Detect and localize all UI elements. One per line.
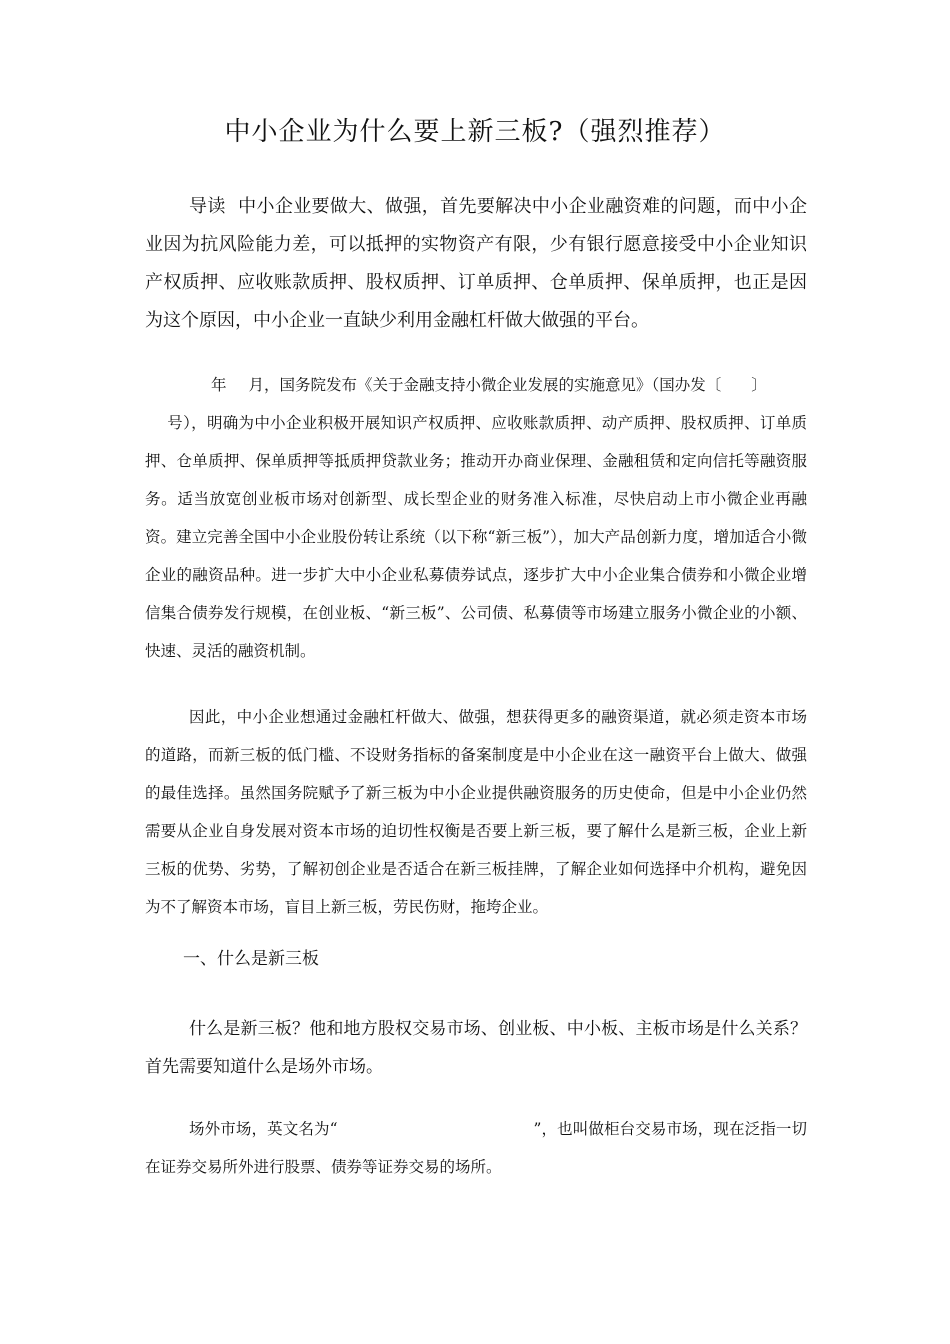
otc-paragraph (145, 1110, 807, 1186)
policy-bracket-close: 〕 (751, 376, 767, 394)
policy-year-prefix: 年 (211, 376, 227, 394)
what-is-paragraph: 什么是新三板？他和地方股权交易市场、创业板、中小板、主板市场是什么关系？首先需要知道什么是场外市场。 (145, 1019, 807, 1077)
section-heading: 一、什么是新三板 (183, 949, 319, 969)
intro-lead-label: 导读 (189, 196, 226, 217)
intro-text: 中小企业要做大、做强，首先要解决中小企业融资难的问题，而中小企业因为抗风险能力差，可以抵押的实物资产有限，少有银行愿意接受中小企业知识产权质押、应收账款质押、股权质押、订单质押、仓单质押、保单质押，也正是因为这个原因，中小企业一直缺少利用金融杠杆做大做强的平台。 (145, 196, 808, 331)
intro-paragraph (145, 188, 807, 340)
policy-month-text: 月，国务院发布《关于金融支持小微企业发展的实施意见》（国办发〔 (248, 376, 722, 394)
policy-text: 号），明确为中小企业积极开展知识产权质押、应收账款质押、动产质押、股权质押、订单质押、仓单质押、保单质押等抵质押贷款业务；推动开办商业保理、金融租赁和定向信托等融资服务。适当放宽创业板市场对创新型、成长型企业的财务准入标准，尽快启动上市小微企业再融资。建立完善全国中小企业股份转让系统（以下称“新三板”），加大产品创新力度，增加适合小微企业的融资品种。进一步扩大中小企业私募债券试点，逐步扩大中小企业集合债券和小微企业增信集合债券发行规模，在创业板、“新三板”、公司债、私募债等市场建立服务小微企业的小额、快速、灵活的融资机制。 (145, 414, 807, 660)
otc-prefix: 场外市场，英文名为“ (189, 1120, 338, 1138)
otc-suffix: ”，也叫做柜台交易市场，现在泛指一切在证券交易所外进行股票、债券等证券交易的场所。 (145, 1120, 807, 1176)
therefore-paragraph: 因此，中小企业想通过金融杠杆做大、做强，想获得更多的融资渠道，就必须走资本市场的道路，而新三板的低门槛、不设财务指标的备案制度是中小企业在这一融资平台上做大、做强的最佳选择。虽然国务院赋予了新三板为中小企业提供融资服务的历史使命，但是中小企业仍然需要从企业自身发展对资本市场的迫切性权衡是否要上新三板，要了解什么是新三板，企业上新三板的优势、劣势，了解初创企业是否适合在新三板挂牌，了解企业如何选择中介机构，避免因为不了解资本市场，盲目上新三板，劳民伤财，拖垮企业。 (145, 708, 807, 916)
policy-paragraph (145, 366, 807, 670)
document-title: 中小企业为什么要上新三板?（强烈推荐） (224, 117, 726, 147)
